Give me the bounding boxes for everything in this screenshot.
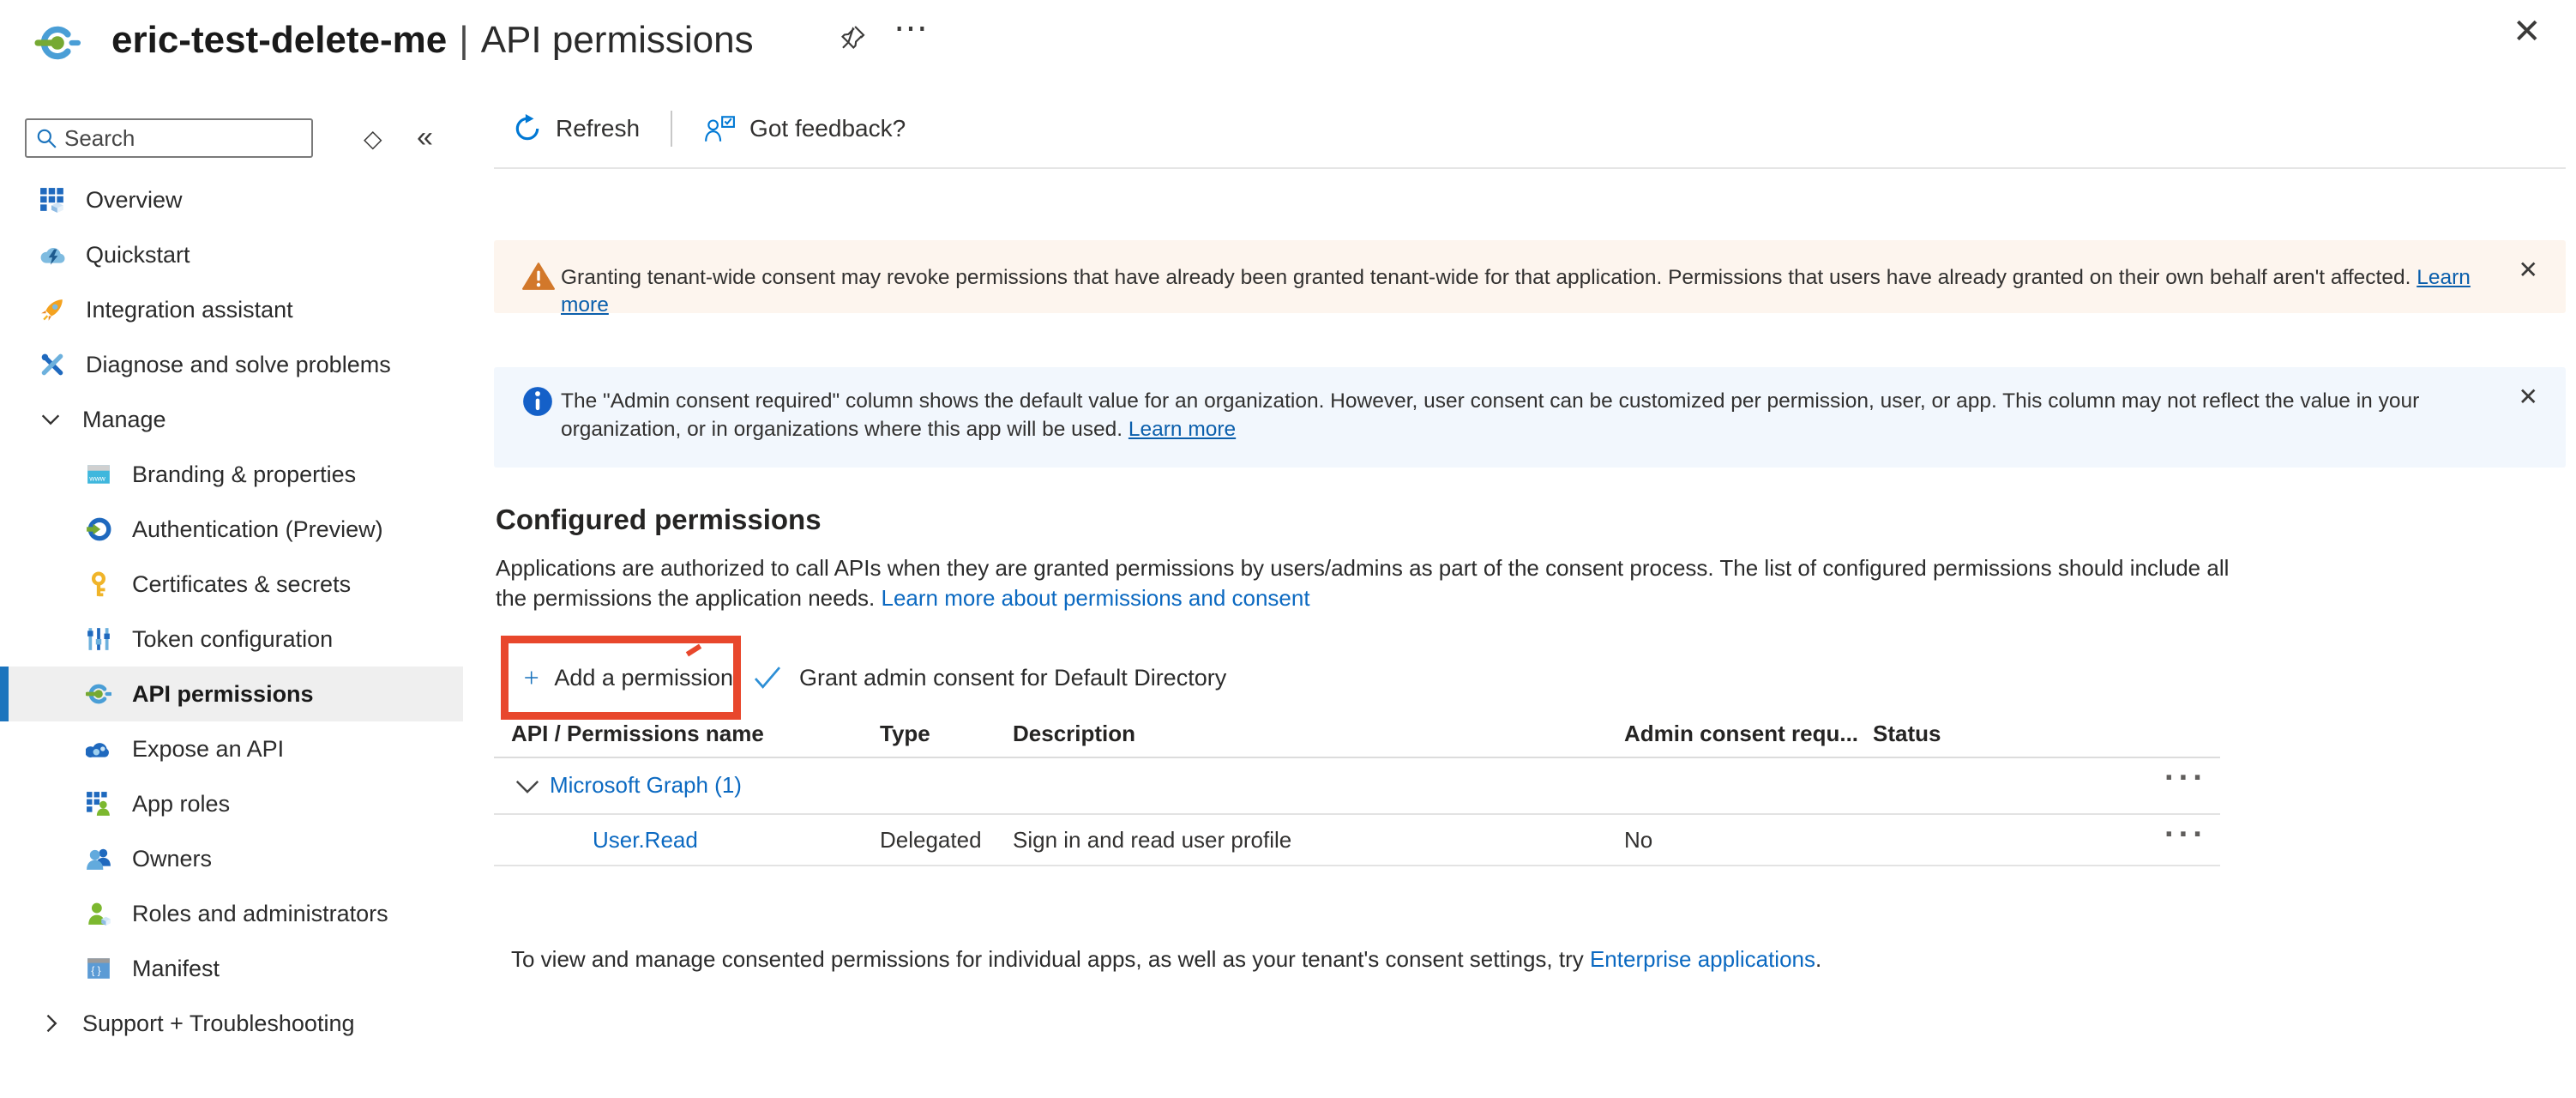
microsoft-graph-link[interactable]: Microsoft Graph (1) xyxy=(550,772,742,798)
grant-admin-consent-button[interactable]: Grant admin consent for Default Directory xyxy=(753,636,1226,720)
certificates-icon xyxy=(86,571,111,597)
sidebar-item-manifest[interactable]: { } Manifest xyxy=(0,941,463,996)
row-more-icon[interactable]: ··· xyxy=(2164,760,2207,796)
title-separator: | xyxy=(459,19,469,61)
refresh-icon xyxy=(513,114,542,143)
chevron-right-icon xyxy=(38,1011,63,1036)
section-description: Applications are authorized to call APIs when they are granted permissions by users/admins as part of the consent process. The list of configured permissions should include all the permissions the application needs. Learn more about permissions and consent xyxy=(496,555,2230,611)
pin-icon[interactable] xyxy=(839,22,868,56)
owners-icon xyxy=(86,846,111,872)
sidebar-group-support-troubleshooting[interactable]: Support + Troubleshooting xyxy=(0,996,463,1051)
authentication-icon xyxy=(86,516,111,542)
permissions-consent-link[interactable]: Learn more about permissions and consent xyxy=(881,585,1310,611)
quickstart-icon xyxy=(39,242,65,268)
warning-banner xyxy=(494,240,2566,317)
permission-type: Delegated xyxy=(880,827,982,853)
info-close-icon[interactable]: ✕ xyxy=(2518,383,2538,410)
blade-close-icon[interactable]: ✕ xyxy=(2513,13,2542,51)
app-roles-icon xyxy=(86,791,111,817)
admin-consent-value: No xyxy=(1624,827,1653,853)
search-icon xyxy=(35,127,57,149)
sidebar-item-roles-administrators[interactable]: Roles and administrators xyxy=(0,886,463,941)
row-more-icon[interactable]: ··· xyxy=(2164,817,2207,853)
expand-chevron-icon[interactable] xyxy=(515,775,540,802)
table-row-user-read xyxy=(494,815,2220,866)
table-row-microsoft-graph xyxy=(494,758,2220,815)
sidebar-item-branding-properties[interactable]: www Branding & properties xyxy=(0,447,463,502)
sidebar-item-api-permissions[interactable]: API permissions xyxy=(0,667,463,721)
sidebar-item-app-roles[interactable]: App roles xyxy=(0,776,463,831)
sidebar-item-quickstart[interactable]: Quickstart xyxy=(0,227,463,282)
integration-assistant-icon xyxy=(39,297,65,323)
sidebar-item-certificates-secrets[interactable]: Certificates & secrets xyxy=(0,557,463,612)
footer-note: To view and manage consented permissions for individual apps, as well as your tenant's consent settings, try Enterprise applications. xyxy=(511,946,1822,972)
add-permission-button[interactable]: Add a permission xyxy=(554,664,733,691)
blade-header xyxy=(0,0,2576,90)
info-banner xyxy=(494,367,2566,468)
sidebar-item-diagnose[interactable]: Diagnose and solve problems xyxy=(0,337,463,392)
api-permissions-logo-icon xyxy=(31,21,84,69)
svg-text:{ }: { } xyxy=(91,965,101,977)
check-icon xyxy=(753,666,782,690)
warning-learn-more-link[interactable]: Learn more xyxy=(561,266,2471,317)
blade-title: API permissions xyxy=(480,19,754,61)
svg-text:www: www xyxy=(89,474,105,483)
info-icon xyxy=(522,386,553,423)
sidebar-item-integration-assistant[interactable]: Integration assistant xyxy=(0,282,463,337)
add-permission-annotation-box xyxy=(501,636,741,720)
sidebar-group-manage[interactable]: Manage xyxy=(0,392,463,447)
sidebar-item-overview[interactable]: Overview xyxy=(0,172,463,227)
enterprise-applications-link[interactable]: Enterprise applications xyxy=(1589,946,1816,972)
sidebar xyxy=(0,90,463,1098)
header-more-icon[interactable]: ⋯ xyxy=(894,9,930,47)
warning-close-icon[interactable]: ✕ xyxy=(2518,256,2538,283)
token-configuration-icon xyxy=(86,626,111,652)
toolbar-divider xyxy=(671,111,672,147)
sidebar-item-expose-api[interactable]: Expose an API xyxy=(0,721,463,776)
app-name: eric-test-delete-me xyxy=(111,19,448,61)
collapse-menu-icon[interactable]: « xyxy=(417,121,433,154)
info-learn-more-link[interactable]: Learn more xyxy=(1128,418,1237,441)
page-title xyxy=(111,19,754,62)
command-bar xyxy=(494,90,2566,169)
sidebar-item-authentication[interactable]: Authentication (Preview) xyxy=(0,502,463,557)
info-text: The "Admin consent required" column shows the default value for an organization. However, user consent can be customized per permission, user, or app. This column may not reflect the value in your organization, or in organizations where this app will be used. Learn more xyxy=(561,389,2420,441)
sidebar-search xyxy=(25,118,313,158)
sidebar-item-token-configuration[interactable]: Token configuration xyxy=(0,612,463,667)
plus-icon xyxy=(524,665,539,691)
permissions-table-header: API / Permissions name Type Description Admin consent requ... Status xyxy=(494,712,2220,758)
expose-api-icon xyxy=(86,736,111,762)
permission-description: Sign in and read user profile xyxy=(1013,827,1292,853)
roles-administrators-icon xyxy=(86,901,111,926)
manifest-icon xyxy=(86,956,111,981)
section-title: Configured permissions xyxy=(496,504,822,535)
warning-icon xyxy=(522,262,555,297)
search-input[interactable] xyxy=(57,125,358,152)
diagnose-icon xyxy=(39,352,65,377)
feedback-icon xyxy=(703,115,736,142)
overview-icon xyxy=(39,187,65,213)
api-permissions-icon xyxy=(86,681,111,707)
refresh-button[interactable]: Refresh xyxy=(513,114,640,143)
feedback-button[interactable]: Got feedback? xyxy=(703,115,906,142)
main-content xyxy=(494,90,2566,1098)
user-read-link[interactable]: User.Read xyxy=(593,827,698,853)
warning-text: Granting tenant-wide consent may revoke permissions that have already been granted tenant-wide for that application. Permissions that users have already granted on their own behalf aren't affected. Learn more xyxy=(561,266,2471,317)
sidebar-nav xyxy=(0,172,463,1051)
branding-icon xyxy=(86,462,111,487)
menu-toggle-icon[interactable]: ◇ xyxy=(364,125,382,152)
chevron-down-icon xyxy=(38,407,63,432)
sidebar-item-owners[interactable]: Owners xyxy=(0,831,463,886)
